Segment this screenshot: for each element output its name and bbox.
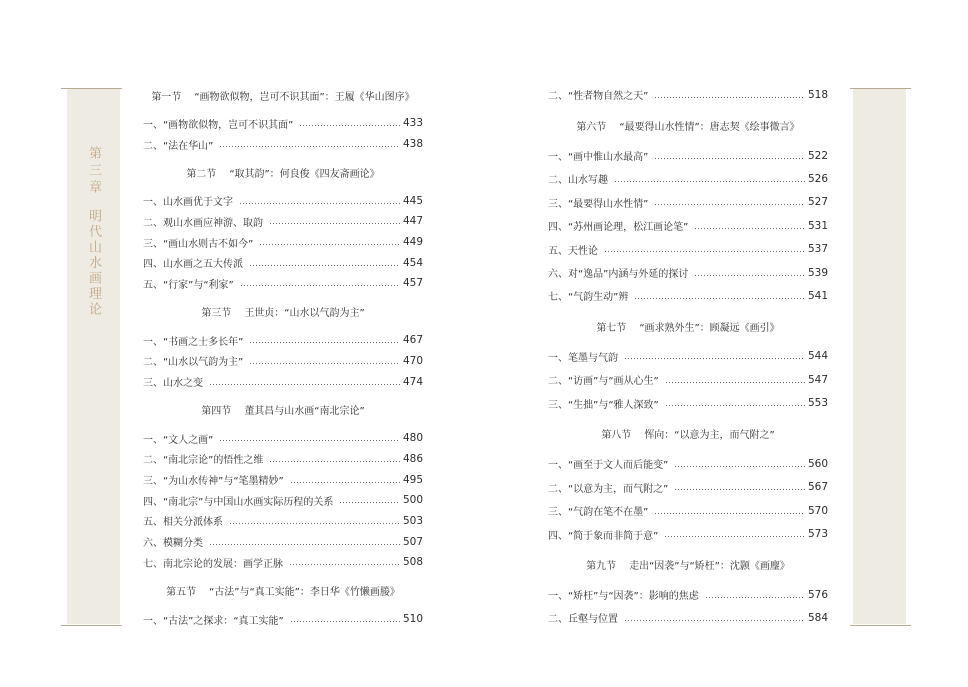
page-number: 527 [807, 196, 828, 209]
section-number: 第六节 [576, 121, 607, 133]
left-page-toc [143, 77, 423, 629]
entry-title: 一、“书画之士多长年” [143, 336, 244, 348]
section-heading [548, 308, 828, 345]
toc-entry [143, 552, 423, 573]
entry-title: 六、模糊分类 [143, 538, 203, 550]
entry-title: 二、“山水以气韵为主” [143, 357, 244, 369]
section-number: 第三节 [201, 308, 232, 320]
page-number: 500 [402, 494, 423, 507]
entry-title: 一、“矫枉”与“因袭”：影响的焦虑 [548, 591, 699, 603]
page-number: 531 [807, 219, 828, 232]
section-number: 第二节 [186, 168, 217, 180]
toc-entry [548, 214, 828, 237]
left-top-rule [61, 88, 122, 89]
dot-leader [300, 120, 400, 126]
left-bottom-rule [61, 625, 122, 626]
entry-title: 五、天性论 [548, 245, 598, 257]
section-title: “最要得山水性情”：唐志契《绘事微言》 [619, 121, 800, 133]
page-number: 518 [807, 88, 828, 101]
page-number: 544 [807, 350, 828, 363]
toc-entry [548, 606, 828, 629]
section-number: 第四节 [201, 406, 232, 418]
page-number: 433 [402, 117, 423, 130]
section-number: 第九节 [586, 560, 617, 572]
section-heading [143, 154, 423, 190]
dot-leader [695, 270, 805, 276]
dot-leader [666, 377, 805, 383]
page-number: 553 [807, 397, 828, 410]
entry-title: 二、“访画”与“画从心生” [548, 376, 659, 388]
section-number: 第七节 [596, 322, 627, 334]
toc-entry [548, 368, 828, 391]
section-number: 第一节 [151, 91, 182, 103]
toc-entry [143, 511, 423, 532]
entry-title: 二、“以意为主，而气附之” [548, 483, 669, 495]
entry-title: 五、“行家”与“利家” [143, 279, 234, 291]
page-number: 547 [807, 373, 828, 386]
page-number: 510 [402, 613, 423, 626]
page-number: 467 [402, 334, 423, 347]
toc-entry [143, 531, 423, 552]
dot-leader [666, 400, 805, 406]
section-title: 恽向：“以意为主，而气附之” [644, 430, 775, 442]
dot-leader [241, 280, 400, 286]
page-number: 541 [807, 289, 828, 302]
section-heading [143, 294, 423, 330]
entry-title: 三、山水之变 [143, 378, 203, 390]
entry-title: 六、对“逸品”内涵与外延的探讨 [548, 269, 689, 281]
entry-title: 二、观山水画应神游、取韵 [143, 217, 263, 229]
page-number: 537 [807, 243, 828, 256]
page-number: 457 [402, 277, 423, 290]
dot-leader [675, 461, 805, 467]
dot-leader [695, 223, 805, 229]
toc-entry [143, 490, 423, 511]
dot-leader [270, 218, 400, 224]
section-heading [548, 107, 828, 144]
dot-leader [655, 508, 805, 514]
dot-leader [605, 246, 805, 252]
section-heading [548, 546, 828, 583]
entry-title: 三、“为山水传神”与“笔墨精妙” [143, 476, 284, 488]
dot-leader [291, 616, 400, 622]
dot-leader [250, 260, 400, 266]
page-number: 495 [402, 473, 423, 486]
page-number: 447 [402, 215, 423, 228]
right-page-toc [548, 83, 828, 629]
dot-leader [635, 293, 805, 299]
section-heading [143, 573, 423, 609]
section-heading [548, 415, 828, 452]
toc-entry [548, 499, 828, 522]
entry-title: 二、“法在华山” [143, 140, 214, 152]
entry-title: 一、“古法”之探求：“真工实能” [143, 615, 284, 627]
dot-leader [220, 435, 400, 441]
toc-entry [548, 144, 828, 167]
page-number: 570 [807, 504, 828, 517]
chapter-number: 第三章 [86, 146, 101, 197]
toc-entry [548, 191, 828, 214]
entry-title: 二、山水写趣 [548, 175, 608, 187]
toc-entry [548, 261, 828, 284]
toc-entry [548, 167, 828, 190]
section-title: “画求熟外生”：顾凝远《画引》 [639, 322, 780, 334]
toc-entry [548, 345, 828, 368]
chapter-name: 明代山水画理论 [86, 209, 101, 318]
toc-entry [143, 449, 423, 470]
page-number: 573 [807, 528, 828, 541]
entry-title: 三、“画山水则古不如今” [143, 238, 254, 250]
entry-title: 一、“文人之画” [143, 434, 214, 446]
toc-entry [548, 392, 828, 415]
entry-title: 四、“简于象而非简于意” [548, 530, 659, 542]
page-number: 522 [807, 149, 828, 162]
right-top-rule [850, 88, 911, 89]
entry-title: 二、“南北宗论”的悟性之维 [143, 455, 264, 467]
dot-leader [240, 198, 400, 204]
entry-title: 一、山水画优于文字 [143, 197, 233, 209]
toc-entry [143, 428, 423, 449]
dot-leader [290, 559, 400, 565]
section-heading [143, 77, 423, 113]
dot-leader [220, 141, 400, 147]
entry-title: 一、笔墨与气韵 [548, 352, 618, 364]
dot-leader [291, 477, 400, 483]
entry-title: 七、南北宗论的发展：画学正脉 [143, 558, 283, 570]
page-number: 526 [807, 172, 828, 185]
dot-leader [655, 199, 805, 205]
page-number: 507 [402, 535, 423, 548]
section-title: 董其昌与山水画“南北宗论” [244, 406, 365, 418]
right-bottom-rule [850, 625, 911, 626]
toc-entry [143, 211, 423, 232]
section-number: 第五节 [166, 587, 197, 599]
page-number: 567 [807, 481, 828, 494]
toc-entry [548, 284, 828, 307]
section-number: 第八节 [601, 430, 632, 442]
section-heading [143, 392, 423, 428]
page-number: 438 [402, 138, 423, 151]
entry-title: 七、“气韵生动”辨 [548, 292, 629, 304]
dot-leader [250, 337, 400, 343]
page-number: 480 [402, 432, 423, 445]
section-title: “取其韵”：何良俊《四友斋画论》 [229, 168, 380, 180]
chapter-title-vertical [67, 146, 120, 318]
entry-title: 一、“画至于文人而后能变” [548, 460, 669, 472]
page-number: 508 [402, 556, 423, 569]
dot-leader [625, 615, 805, 621]
dot-leader [230, 518, 400, 524]
toc-entry [143, 190, 423, 211]
dot-leader [250, 358, 400, 364]
dot-leader [210, 379, 400, 385]
dot-leader [260, 239, 400, 245]
toc-entry [143, 134, 423, 155]
toc-entry [548, 476, 828, 499]
toc-entry [143, 273, 423, 294]
dot-leader [655, 92, 805, 98]
entry-title: 三、“生拙”与“雅人深致” [548, 399, 659, 411]
toc-entry [548, 237, 828, 260]
entry-title: 四、山水画之五大传派 [143, 259, 243, 271]
entry-title: 三、“最要得山水性情” [548, 198, 649, 210]
toc-entry [143, 609, 423, 630]
dot-leader [625, 353, 805, 359]
section-title: 走出“因袭”与“矫枉”：沈颢《画麈》 [629, 560, 790, 572]
page-number: 449 [402, 236, 423, 249]
entry-title: 一、“画中惟山水最高” [548, 152, 649, 164]
toc-entry [143, 351, 423, 372]
dot-leader [706, 592, 805, 598]
entry-title: 五、相关分派体系 [143, 517, 223, 529]
toc-entry [548, 452, 828, 475]
dot-leader [270, 456, 400, 462]
entry-title: 三、“气韵在笔不在墨” [548, 507, 649, 519]
toc-entry [548, 83, 828, 106]
toc-entry [143, 113, 423, 134]
section-title: 王世贞：“山水以气韵为主” [244, 308, 365, 320]
entry-title: 四、“苏州画论理，松江画论笔” [548, 222, 689, 234]
section-title: “古法”与“真工实能”：李日华《竹懒画媵》 [209, 587, 400, 599]
toc-entry [548, 522, 828, 545]
toc-entry [143, 252, 423, 273]
page-number: 486 [402, 452, 423, 465]
toc-entry [143, 371, 423, 392]
toc-entry [143, 330, 423, 351]
page-number: 454 [402, 256, 423, 269]
entry-title: 二、“性者物自然之天” [548, 91, 649, 103]
page-number: 445 [402, 194, 423, 207]
entry-title: 一、“画物欲似物，岂可不识其面” [143, 119, 294, 131]
entry-title: 二、丘壑与位置 [548, 614, 618, 626]
toc-entry [143, 232, 423, 253]
page-number: 470 [402, 354, 423, 367]
dot-leader [210, 539, 400, 545]
page-number: 539 [807, 266, 828, 279]
page-number: 584 [807, 611, 828, 624]
page-number: 576 [807, 588, 828, 601]
toc-entry [143, 469, 423, 490]
dot-leader [675, 484, 805, 490]
dot-leader [340, 497, 400, 503]
entry-title: 四、“南北宗”与中国山水画实际历程的关系 [143, 496, 334, 508]
dot-leader [665, 531, 805, 537]
right-chapter-band [853, 89, 906, 624]
page-number: 474 [402, 375, 423, 388]
page-number: 560 [807, 457, 828, 470]
page-number: 503 [402, 514, 423, 527]
dot-leader [655, 153, 805, 159]
section-title: “画物欲似物，岂可不识其面”：王履《华山图序》 [194, 91, 415, 103]
dot-leader [615, 176, 805, 182]
toc-entry [548, 583, 828, 606]
